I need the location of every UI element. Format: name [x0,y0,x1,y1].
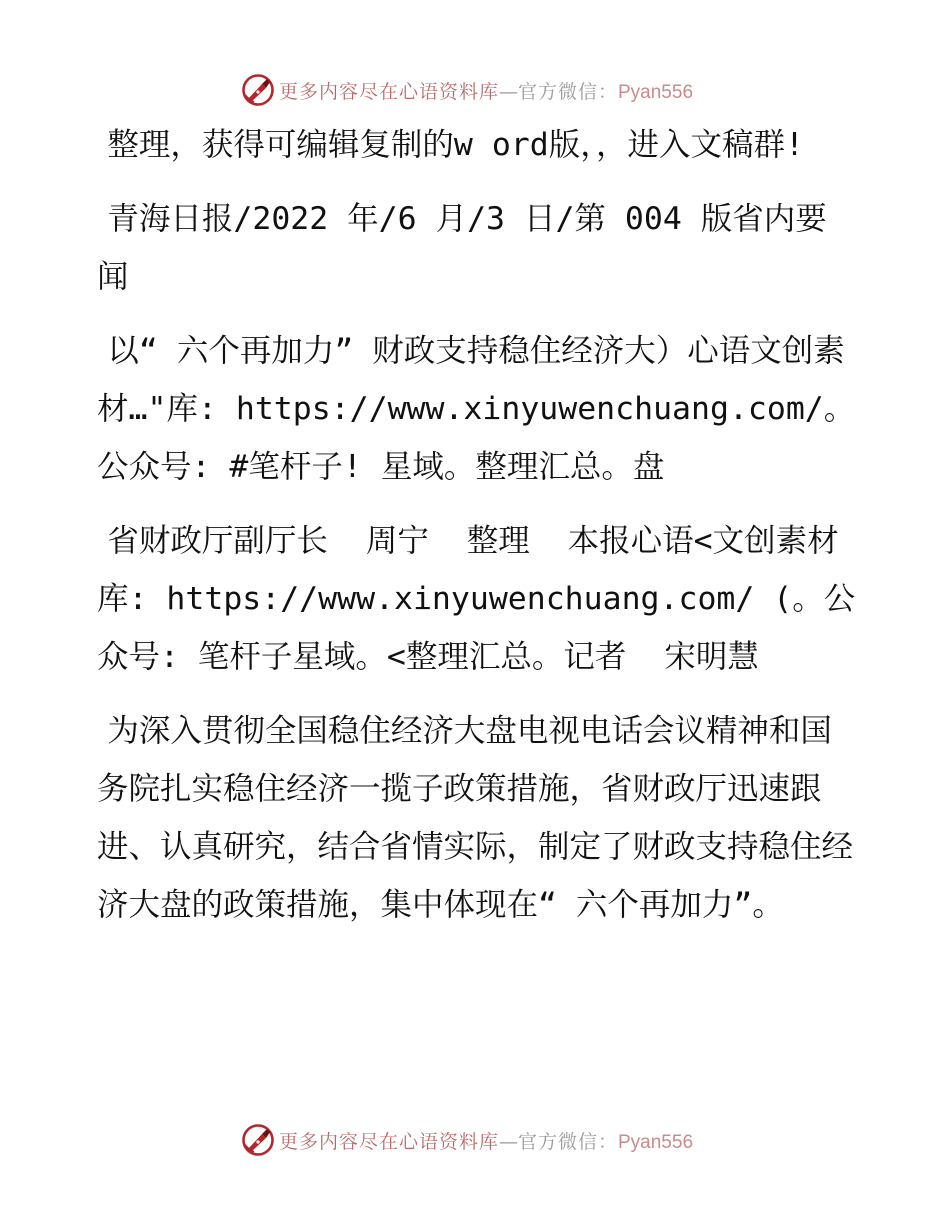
paragraph-body: 为深入贯彻全国稳住经济大盘电视电话会议精神和国务院扎实稳住经济一揽子政策措施，省财政厅迅速跟进、认真研究，结合省情实际，制定了财政支持稳住经济大盘的政策措施，集中体现在“ 六个再加力”。 [97,713,854,923]
header-site-text: 更多内容尽在心语资料库 [278,80,499,103]
footer-site-text: 更多内容尽在心语资料库 [278,1130,499,1153]
footer-banner-text [279,1127,693,1154]
header-wechat-label: 官方微信： [517,80,618,103]
footer-banner [0,1120,950,1160]
document-body [97,116,857,950]
footer-dash: — [498,1130,518,1153]
header-banner-text [279,77,693,104]
paragraph-headline: 以“ 六个再加力” 财政支持稳住经济大）心语文创素材…"库: https://www.xinyuwenchuang.com/。公众号: #笔杆子! 星域。整理汇总。盘 [97,333,856,485]
footer-banner-inner [241,1123,693,1157]
paragraph-notice: 整理，获得可编辑复制的w ord版，，进入文稿群! [107,127,804,163]
footer-wechat-label: 官方微信： [517,1130,618,1153]
footer-wechat-id: Pyan556 [618,1131,694,1153]
header-wechat-id: Pyan556 [618,81,694,103]
header-banner [0,70,950,110]
header-banner-inner [241,73,693,107]
pen-nib-logo-icon [241,1123,275,1157]
header-dash: — [498,80,518,103]
pen-nib-logo-icon [241,73,275,107]
paragraph-byline: 省财政厅副厅长 周宁 整理 本报心语<文创素材库: https://www.xinyuwenchuang.com/ (。公众号: 笔杆子星域。<整理汇总。记者 宋明慧 [97,523,856,675]
paragraph-source: 青海日报/2022 年/6 月/3 日/第 004 版省内要闻 [97,201,827,295]
